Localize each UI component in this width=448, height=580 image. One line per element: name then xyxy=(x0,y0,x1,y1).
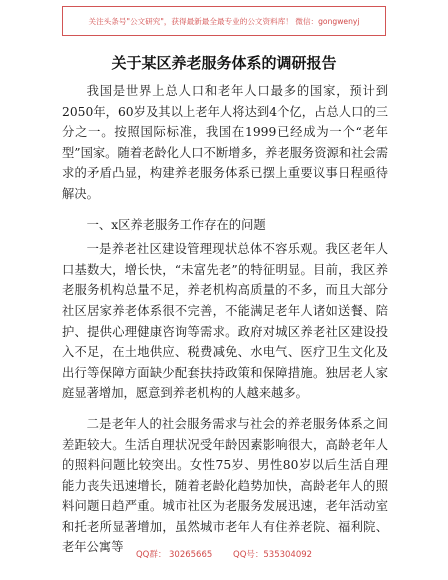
footer-qq-number: QQ号：535304092 xyxy=(233,550,313,560)
intro-paragraph: 我国是世界上总人口和老年人口最多的国家，预计到2050年，60岁及其以上老年人将达到4个亿，占总人口的三分之一。按照国际标准，我国在1999已经成为一个“老年型”国家。随着老龄化人口不断增多，养老服务资源和社会需求的矛盾凸显，构建养老服务体系已摆上重要议事日程亟待解决。 xyxy=(62,84,389,201)
footer-qq-group: QQ群： 30265665 xyxy=(135,550,213,560)
footer-contact xyxy=(0,548,448,560)
body-paragraph-2: 二是老年人的社会服务需求与社会的养老服务体系之间差距较大。生活自理状况受年龄因素影响很大，高龄老年人的照料问题比较突出。女性75岁、男性80岁以后生活自理能力丧失迅速增长，随着老龄化趋势加快，高龄老年人的照料问题日趋严重。城市社区为老服务发展迅速，老年活动室和托老所显著增加，虽然城市老年人有住养老院、福利院、老年公寓等 xyxy=(62,416,388,555)
body-paragraph-1: 一是养老社区建设管理现状总体不容乐观。我区老年人口基数大，增长快，“未富先老”的特征明显。目前，我区养老服务机构总量不足，养老机构高质量的不多，而且大部分社区居家养老体系很不完善，不能满足老年人诸如送餐、陪护、提供心理健康咨询等需求。政府对城区养老社区建设投入不足，在土地供应、税费减免、水电气、医疗卫生文化及出行等保障方面缺少配套扶持政策和保障措施。独居老人家庭显著增加，愿意到养老机构的人越来越多。 xyxy=(62,242,388,401)
paragraph-gap xyxy=(62,404,388,414)
section-heading: 一、x区养老服务工作存在的问题 xyxy=(86,217,266,232)
document-title: 关于某区养老服务体系的调研报告 xyxy=(111,54,337,72)
promo-banner-text: 关注头条号"公文研究"，获得最新最全最专业的公文资料库！ 微信：gongwenyj xyxy=(88,16,360,26)
document-body xyxy=(62,81,388,558)
promo-banner xyxy=(62,6,386,36)
